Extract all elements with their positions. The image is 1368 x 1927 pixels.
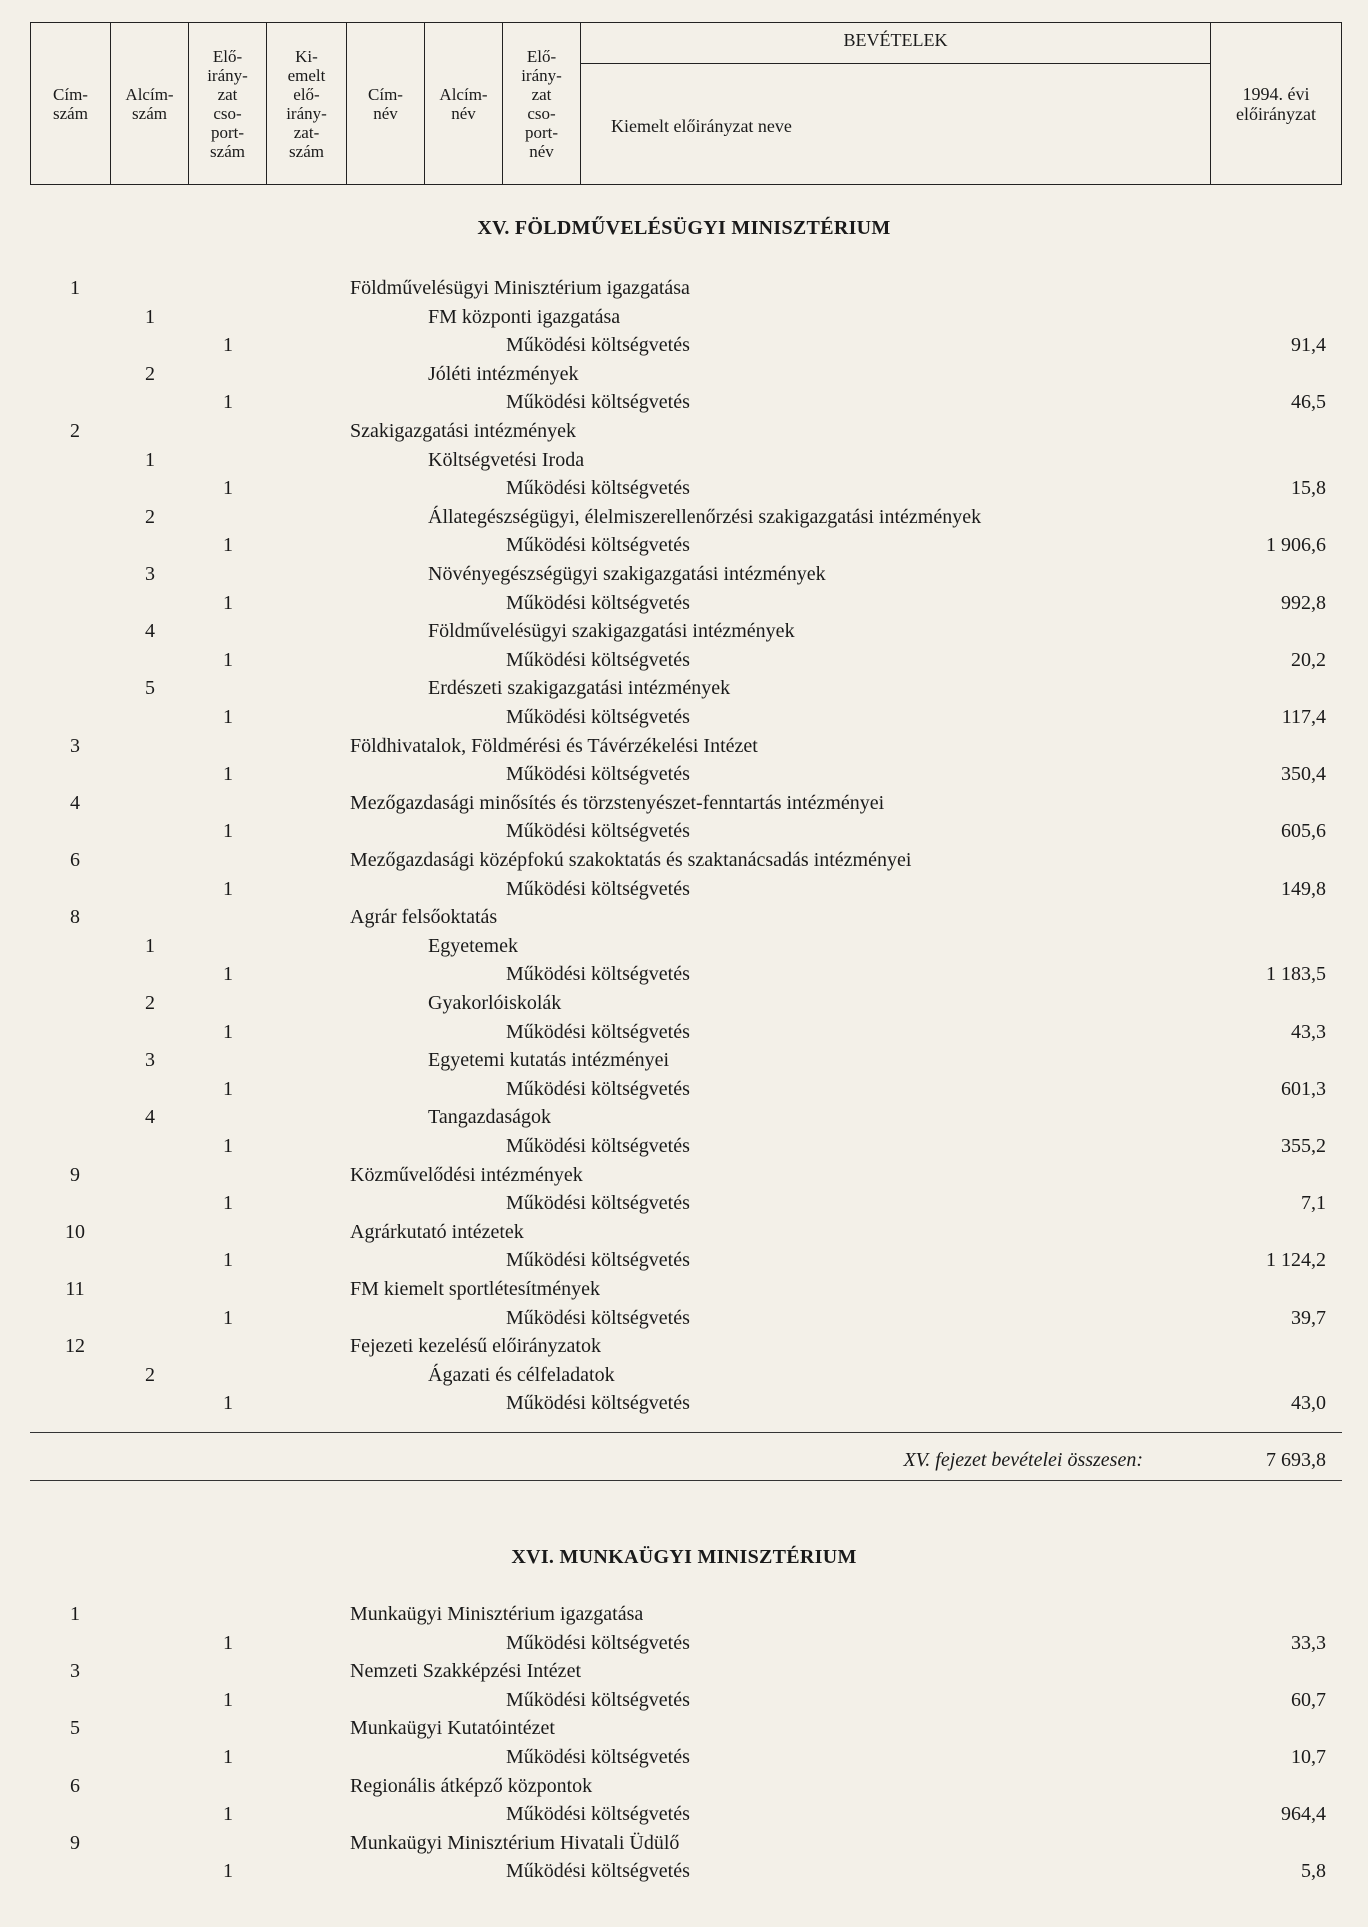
section-total: [0, 1445, 1368, 1475]
header-cim-szam: Cím- szám: [31, 23, 111, 184]
row-name: FM kiemelt sportlétesítmények: [350, 1278, 600, 1300]
row-amount: 355,2: [1281, 1135, 1326, 1157]
row-name: Költségvetési Iroda: [428, 448, 585, 471]
row-number: 1: [223, 534, 233, 557]
table-row: [0, 1800, 1368, 1828]
header-bevetelek-group: [581, 23, 1211, 184]
row-number: 4: [145, 1106, 155, 1129]
table-row: [0, 1103, 1368, 1131]
row-number: 1: [223, 1860, 233, 1883]
row-name: Működési költségvetés: [506, 877, 690, 900]
row-name: Földművelésügyi szakigazgatási intézmények: [428, 620, 795, 643]
row-number: 2: [70, 420, 80, 442]
row-amount: 91,4: [1291, 334, 1326, 357]
table-row: [0, 760, 1368, 788]
table-row: [0, 1629, 1368, 1657]
table-row: [0, 846, 1368, 874]
row-name: Munkaügyi Minisztérium Hivatali Üdülő: [350, 1831, 680, 1854]
row-amount: 350,4: [1281, 763, 1326, 786]
table-row: [0, 903, 1368, 931]
table-row: [0, 388, 1368, 416]
row-name: Munkaügyi Minisztérium igazgatása: [350, 1603, 644, 1625]
row-number: 9: [70, 1163, 80, 1186]
row-number: 4: [145, 620, 155, 643]
header-kiemelt-eloiranyzatszam: Ki- emelt elő- irány- zat- szám: [267, 23, 347, 184]
header-1994-eloiranyzat: 1994. évi előirányzat: [1236, 83, 1316, 124]
row-name: Működési költségvetés: [506, 1077, 690, 1100]
row-name: Működési költségvetés: [506, 1860, 690, 1883]
row-name: Működési költségvetés: [506, 477, 690, 500]
row-name: Mezőgazdasági minősítés és törzstenyészet-fenntartás intézményei: [350, 791, 885, 814]
header-eloiranyzat-csoportszam: Elő- irány- zat cso- port- szám: [189, 23, 267, 184]
row-name: Földművelésügyi Minisztérium igazgatása: [350, 277, 690, 299]
row-number: 1: [223, 648, 233, 671]
row-name: Fejezeti kezelésű előirányzatok: [350, 1335, 601, 1358]
row-name: Működési költségvetés: [506, 1746, 690, 1768]
row-number: 1: [145, 305, 155, 328]
table-row: [0, 1189, 1368, 1217]
row-number: 12: [65, 1335, 85, 1358]
row-number: 1: [145, 448, 155, 471]
row-number: 8: [70, 906, 80, 929]
row-number: 1: [223, 1077, 233, 1100]
header-cim-nev: Cím- név: [347, 23, 425, 184]
row-amount: 60,7: [1291, 1688, 1326, 1711]
row-amount: 7,1: [1301, 1192, 1326, 1215]
row-number: 4: [70, 791, 80, 814]
table-row: [0, 732, 1368, 760]
row-name: Működési költségvetés: [506, 1192, 690, 1215]
row-name: FM központi igazgatása: [428, 305, 621, 328]
total-value: 7 693,8: [1266, 1449, 1326, 1471]
row-name: Erdészeti szakigazgatási intézmények: [428, 677, 731, 700]
column-header-table: [30, 22, 1342, 185]
row-name: Egyetemek: [428, 934, 518, 957]
row-number: 10: [65, 1220, 85, 1243]
row-amount: 149,8: [1281, 877, 1326, 900]
table-row: [0, 1275, 1368, 1303]
row-number: 1: [223, 334, 233, 357]
table-row: [0, 646, 1368, 674]
row-amount: 1 183,5: [1266, 963, 1326, 986]
row-name: Működési költségvetés: [506, 1020, 690, 1043]
row-name: Működési költségvetés: [506, 1306, 690, 1329]
table-row: [0, 589, 1368, 617]
section-title: XVI. MUNKAÜGYI MINISZTÉRIUM: [511, 1546, 857, 1568]
row-amount: 33,3: [1291, 1631, 1326, 1654]
table-row: [0, 960, 1368, 988]
row-number: 2: [145, 992, 155, 1014]
row-name: Földhivatalok, Földmérési és Távérzékelési Intézet: [350, 734, 758, 757]
row-name: Működési költségvetés: [506, 591, 690, 614]
row-name: Működési költségvetés: [506, 1249, 690, 1272]
table-row: [0, 331, 1368, 359]
row-number: 1: [223, 820, 233, 843]
row-amount: 20,2: [1291, 648, 1326, 671]
row-number: 6: [70, 849, 80, 871]
table-row: [0, 503, 1368, 531]
table-row: [0, 1743, 1368, 1771]
table-row: [0, 1361, 1368, 1389]
row-name: Működési költségvetés: [506, 648, 690, 671]
table-row: [0, 1714, 1368, 1742]
row-number: 1: [70, 1603, 80, 1625]
row-name: Közművelődési intézmények: [350, 1163, 583, 1186]
header-kiemelt-eloiranyzat-neve: Kiemelt előirányzat neve: [611, 116, 792, 136]
row-number: 1: [223, 763, 233, 786]
row-number: 1: [223, 1306, 233, 1329]
row-number: 1: [223, 477, 233, 500]
header-bevetelek: BEVÉTELEK: [843, 30, 948, 50]
row-number: 3: [70, 1660, 80, 1683]
row-amount: 605,6: [1281, 820, 1326, 843]
row-number: 1: [223, 1392, 233, 1415]
row-amount: 43,3: [1291, 1020, 1326, 1043]
table-row: [0, 1075, 1368, 1103]
table-row: [0, 789, 1368, 817]
table-row: [0, 531, 1368, 559]
total-rule-top: [30, 1432, 1342, 1433]
table-row: [0, 932, 1368, 960]
row-amount: 1 906,6: [1266, 534, 1326, 557]
table-row: [0, 446, 1368, 474]
row-name: Munkaügyi Kutatóintézet: [350, 1717, 555, 1740]
table-row: [0, 474, 1368, 502]
row-amount: 5,8: [1301, 1860, 1326, 1883]
table-row: [0, 1657, 1368, 1685]
table-row: [0, 989, 1368, 1017]
total-label: XV. fejezet bevételei összesen:: [903, 1449, 1143, 1471]
table-row: [0, 1686, 1368, 1714]
row-number: 1: [223, 963, 233, 986]
row-number: 3: [145, 563, 155, 585]
header-divider: [581, 63, 1210, 64]
row-name: Szakigazgatási intézmények: [350, 420, 577, 442]
header-alcim-nev: Alcím- név: [425, 23, 503, 184]
table-row: [0, 1132, 1368, 1160]
row-name: Működési költségvetés: [506, 1631, 690, 1654]
table-row: [0, 1389, 1368, 1417]
row-name: Regionális átképző központok: [350, 1774, 593, 1797]
row-number: 5: [70, 1717, 80, 1740]
row-number: 1: [223, 1020, 233, 1043]
row-name: Működési költségvetés: [506, 391, 690, 414]
row-number: 2: [145, 1363, 155, 1386]
row-amount: 964,4: [1281, 1803, 1326, 1826]
row-name: Működési költségvetés: [506, 1803, 690, 1826]
table-row: [0, 360, 1368, 388]
row-name: Ágazati és célfeladatok: [428, 1363, 615, 1386]
row-name: Működési költségvetés: [506, 334, 690, 357]
table-row: [0, 674, 1368, 702]
table-row: [0, 1772, 1368, 1800]
row-name: Növényegészségügyi szakigazgatási intézmények: [428, 563, 826, 585]
row-name: Működési költségvetés: [506, 820, 690, 843]
row-amount: 10,7: [1291, 1746, 1326, 1768]
table-row: [0, 303, 1368, 331]
table-row: [0, 1246, 1368, 1274]
row-amount: 117,4: [1281, 706, 1326, 728]
row-number: 1: [223, 1249, 233, 1272]
total-rule-bottom: [30, 1480, 1342, 1481]
section-title: XV. FÖLDMŰVELÉSÜGYI MINISZTÉRIUM: [477, 217, 891, 239]
table-row: [0, 1046, 1368, 1074]
row-name: Egyetemi kutatás intézményei: [428, 1049, 670, 1072]
row-number: 6: [70, 1774, 80, 1797]
row-name: Agrárkutató intézetek: [350, 1220, 524, 1243]
table-row: [0, 1600, 1368, 1628]
table-row: [0, 1018, 1368, 1046]
row-name: Működési költségvetés: [506, 963, 690, 986]
row-name: Működési költségvetés: [506, 763, 690, 786]
row-number: 1: [223, 591, 233, 614]
row-name: Működési költségvetés: [506, 1135, 690, 1157]
row-number: 1: [223, 1746, 233, 1768]
row-name: Működési költségvetés: [506, 1688, 690, 1711]
row-number: 5: [145, 677, 155, 700]
row-number: 1: [223, 706, 233, 728]
row-amount: 1 124,2: [1266, 1249, 1326, 1272]
row-name: Agrár felsőoktatás: [350, 906, 498, 929]
row-amount: 601,3: [1281, 1077, 1326, 1100]
table-row: [0, 1218, 1368, 1246]
table-row: [0, 703, 1368, 731]
table-row: [0, 617, 1368, 645]
row-number: 9: [70, 1831, 80, 1854]
row-amount: 15,8: [1291, 477, 1326, 500]
row-number: 3: [70, 734, 80, 757]
row-name: Működési költségvetés: [506, 534, 690, 557]
table-row: [0, 875, 1368, 903]
row-name: Jóléti intézmények: [428, 362, 579, 385]
row-number: 2: [145, 362, 155, 385]
table-row: [0, 817, 1368, 845]
row-amount: 46,5: [1291, 391, 1326, 414]
table-row: [0, 560, 1368, 588]
row-amount: 39,7: [1291, 1306, 1326, 1329]
row-number: 1: [223, 877, 233, 900]
row-name: Mezőgazdasági középfokú szakoktatás és szaktanácsadás intézményei: [350, 849, 912, 871]
table-row: [0, 1829, 1368, 1857]
table-row: [0, 274, 1368, 302]
table-row: [0, 417, 1368, 445]
header-eloiranyzat-csoportnev: Elő- irány- zat cso- port- név: [503, 23, 581, 184]
row-number: 1: [223, 1803, 233, 1826]
table-row: [0, 1161, 1368, 1189]
row-number: 1: [145, 934, 155, 957]
row-name: Nemzeti Szakképzési Intézet: [350, 1660, 581, 1683]
row-name: Működési költségvetés: [506, 706, 690, 728]
row-number: 1: [223, 1135, 233, 1157]
table-row: [0, 1304, 1368, 1332]
row-number: 11: [65, 1278, 85, 1300]
header-alcim-szam: Alcím- szám: [111, 23, 189, 184]
row-amount: 43,0: [1291, 1392, 1326, 1415]
row-number: 1: [223, 391, 233, 414]
row-number: 1: [223, 1688, 233, 1711]
row-number: 1: [223, 1631, 233, 1654]
row-name: Működési költségvetés: [506, 1392, 690, 1415]
row-number: 1: [70, 277, 80, 299]
row-amount: 992,8: [1281, 591, 1326, 614]
table-row: [0, 1332, 1368, 1360]
row-number: 3: [145, 1049, 155, 1072]
row-name: Tangazdaságok: [428, 1106, 551, 1129]
table-row: [0, 1857, 1368, 1885]
row-name: Állategészségügyi, élelmiszerellenőrzési szakigazgatási intézmények: [428, 505, 982, 528]
row-number: 1: [223, 1192, 233, 1215]
row-name: Gyakorlóiskolák: [428, 992, 562, 1014]
row-number: 2: [145, 505, 155, 528]
